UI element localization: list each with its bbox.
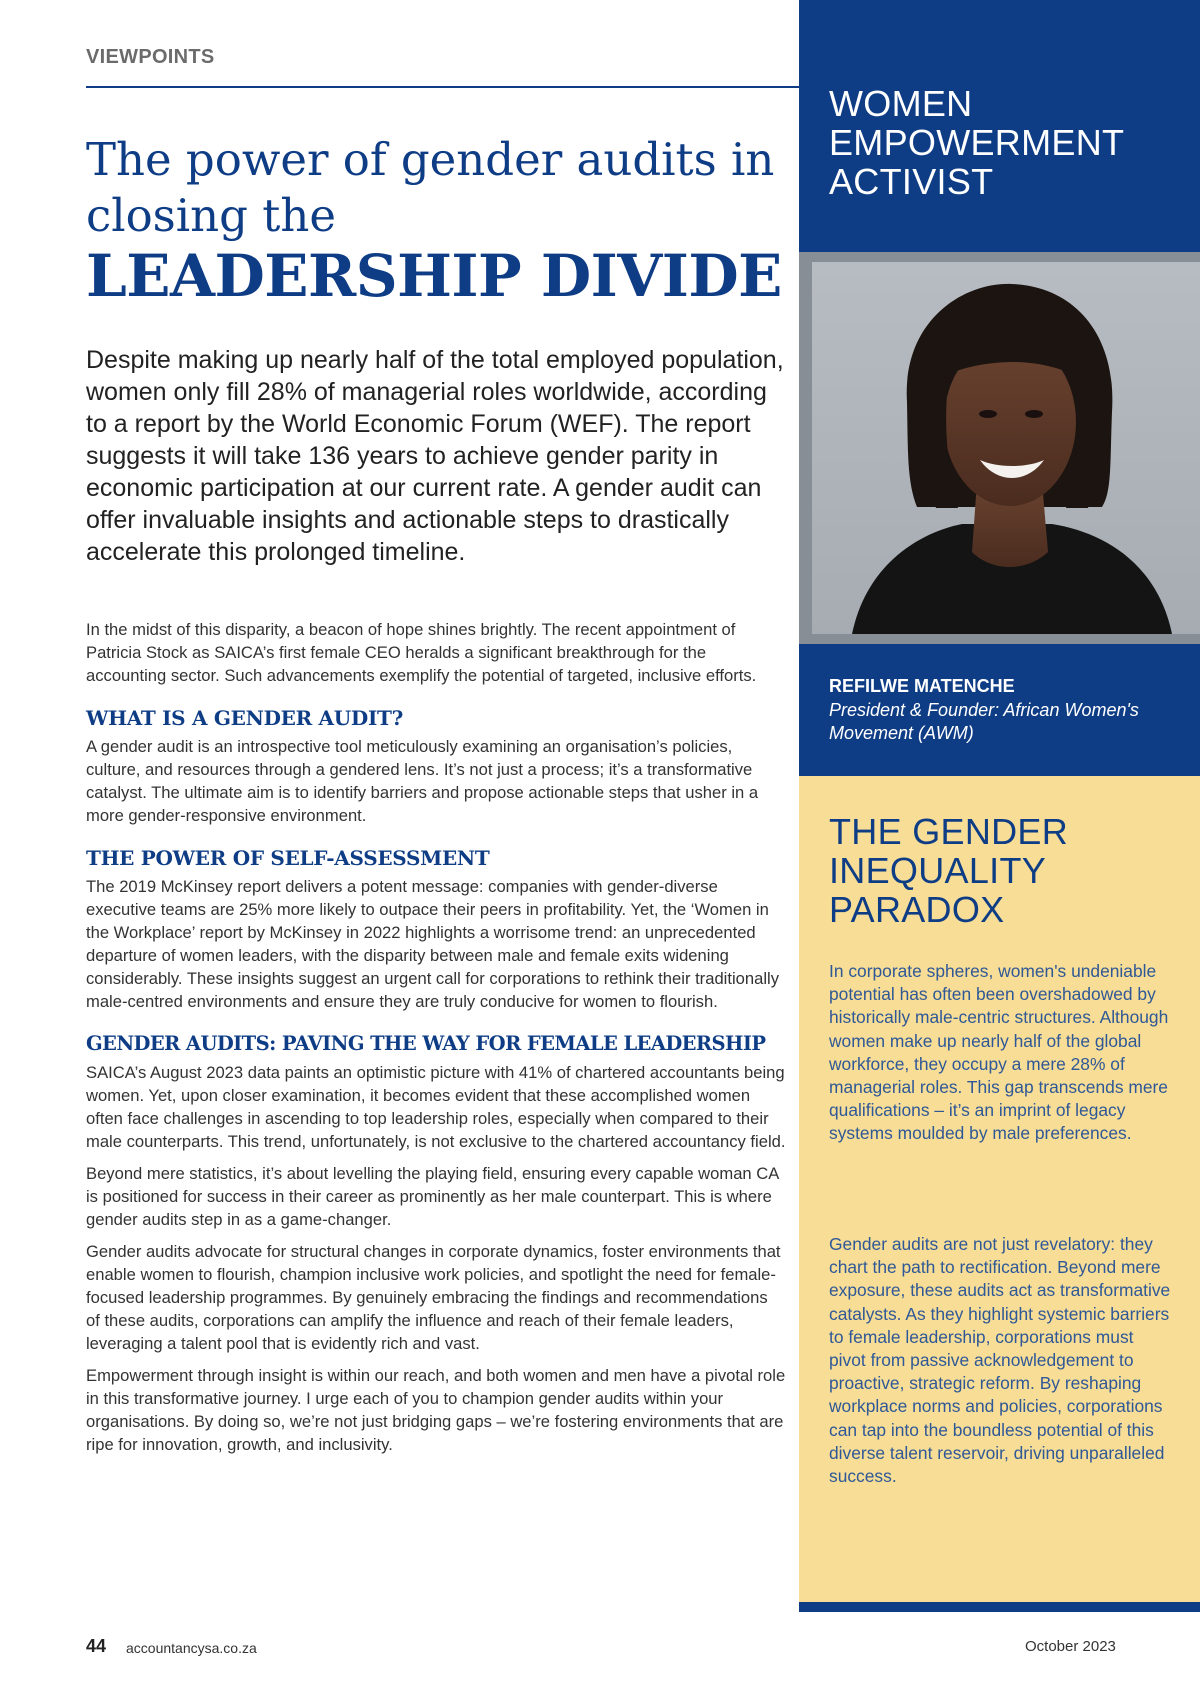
body-paragraph: In the midst of this disparity, a beacon of hope shines brightly. The recent appointment of Patricia Stock as SAICA’s first female CEO heralds a significant breakthrough for the accounting sector. Such advancements exemplify the potential of targeted, inclusive efforts. xyxy=(86,620,757,685)
body-paragraph: Beyond mere statistics, it’s about levelling the playing field, ensuring every capable woman CA is positioned for success in their career as prominently as her male counterpart. This is where gender audits step in as a game-changer. xyxy=(86,1164,779,1229)
body-paragraph: Empowerment through insight is within our reach, and both women and men have a pivotal role in this transformative journey. I urge each of you to champion gender audits within your organisations. By doing so, we’re not just bridging gaps – we’re fostering environments that are ripe for innovation, growth, and inclusivity. xyxy=(86,1366,786,1454)
body-paragraph: The 2019 McKinsey report delivers a potent message: companies with gender-diverse executive teams are 25% more likely to outpace their peers in profitability. Yet, the ‘Women in the Workplace’ report by McKinsey in 2022 highlights a worrisome trend: an unprecedented departure of women leaders, with the disparity between male and female exits widening considerably. These insights suggest an urgent call for corporations to rethink their traditionally male-centred environments and ensure they are truly conducive for women to flourish. xyxy=(86,877,780,1011)
headline-line-1: The power of gender audits in closing the xyxy=(86,133,775,242)
issue-date: October 2023 xyxy=(1025,1638,1116,1655)
headline-line-2: LEADERSHIP DIVIDE xyxy=(86,242,782,310)
body-paragraph: SAICA’s August 2023 data paints an optimistic picture with 41% of chartered accountants being women. Yet, upon closer examination, it becomes evident that these accomplished women often face challenges in ascending to top leadership roles, especially when compared to their male counterparts. This trend, unfortunately, is not exclusive to the chartered accountancy field. xyxy=(86,1063,786,1151)
article-headline xyxy=(86,132,786,308)
author-portrait xyxy=(812,262,1200,634)
header-rule xyxy=(86,86,799,88)
author-role: President & Founder: African Women's Movement (AWM) xyxy=(829,700,1139,743)
section-label: VIEWPOINTS xyxy=(86,46,215,68)
callout-title: THE GENDER INEQUALITY PARADOX xyxy=(829,811,1069,930)
sidebar-title: WOMEN EMPOWERMENT ACTIVIST xyxy=(829,83,1124,202)
callout-bottom-rule xyxy=(799,1602,1200,1612)
callout-paragraph: In corporate spheres, women's undeniable potential has often been overshadowed by historically male-centric structures. Although women make up nearly half of the global workforce, they occupy a mere 28% of managerial roles. This gap transcends mere qualifications – it’s an imprint of legacy systems moulded by male preferences. xyxy=(829,961,1169,1144)
author-name: REFILWE MATENCHE xyxy=(829,676,1015,696)
subheading-self-assessment: THE POWER OF SELF-ASSESSMENT xyxy=(86,846,490,870)
footer-website[interactable]: accountancysa.co.za xyxy=(126,1640,257,1656)
article-intro: Despite making up nearly half of the total employed population, women only fill 28% of managerial roles worldwide, according to a report by the World Economic Forum (WEF). The report suggests it will take 136 years to achieve gender parity in economic participation at our current rate. A gender audit can offer invaluable insights and actionable steps to drastically accelerate this prolonged timeline. xyxy=(86,346,784,566)
subheading-gender-audit: WHAT IS A GENDER AUDIT? xyxy=(86,706,404,730)
subheading-female-leadership: GENDER AUDITS: PAVING THE WAY FOR FEMALE LEADERSHIP xyxy=(86,1032,766,1055)
callout-paragraph: Gender audits are not just revelatory: they chart the path to rectification. Beyond mere exposure, these audits act as transformative catalysts. As they highlight systemic barriers to female leadership, corporations must pivot from passive acknowledgement to proactive, strategic reform. By reshaping workplace norms and policies, corporations can tap into the boundless potential of this diverse talent reservoir, driving unparalleled success. xyxy=(829,1234,1171,1487)
page-number: 44 xyxy=(86,1636,107,1656)
body-paragraph: A gender audit is an introspective tool meticulously examining an organisation’s policies, culture, and resources through a gendered lens. It’s not just a process; it’s a transformative catalyst. The ultimate aim is to identify barriers and propose actionable steps that usher in a more gender-responsive environment. xyxy=(86,737,759,825)
portrait-illustration xyxy=(812,262,1200,634)
body-paragraph: Gender audits advocate for structural changes in corporate dynamics, foster environments that enable women to flourish, champion inclusive work policies, and spotlight the need for female-focused leadership programmes. By genuinely embracing the findings and recommendations of these audits, corporations can amplify the influence and reach of their female leaders, leveraging a talent pool that is evidently rich and vast. xyxy=(86,1242,781,1353)
article-body xyxy=(86,618,786,1465)
